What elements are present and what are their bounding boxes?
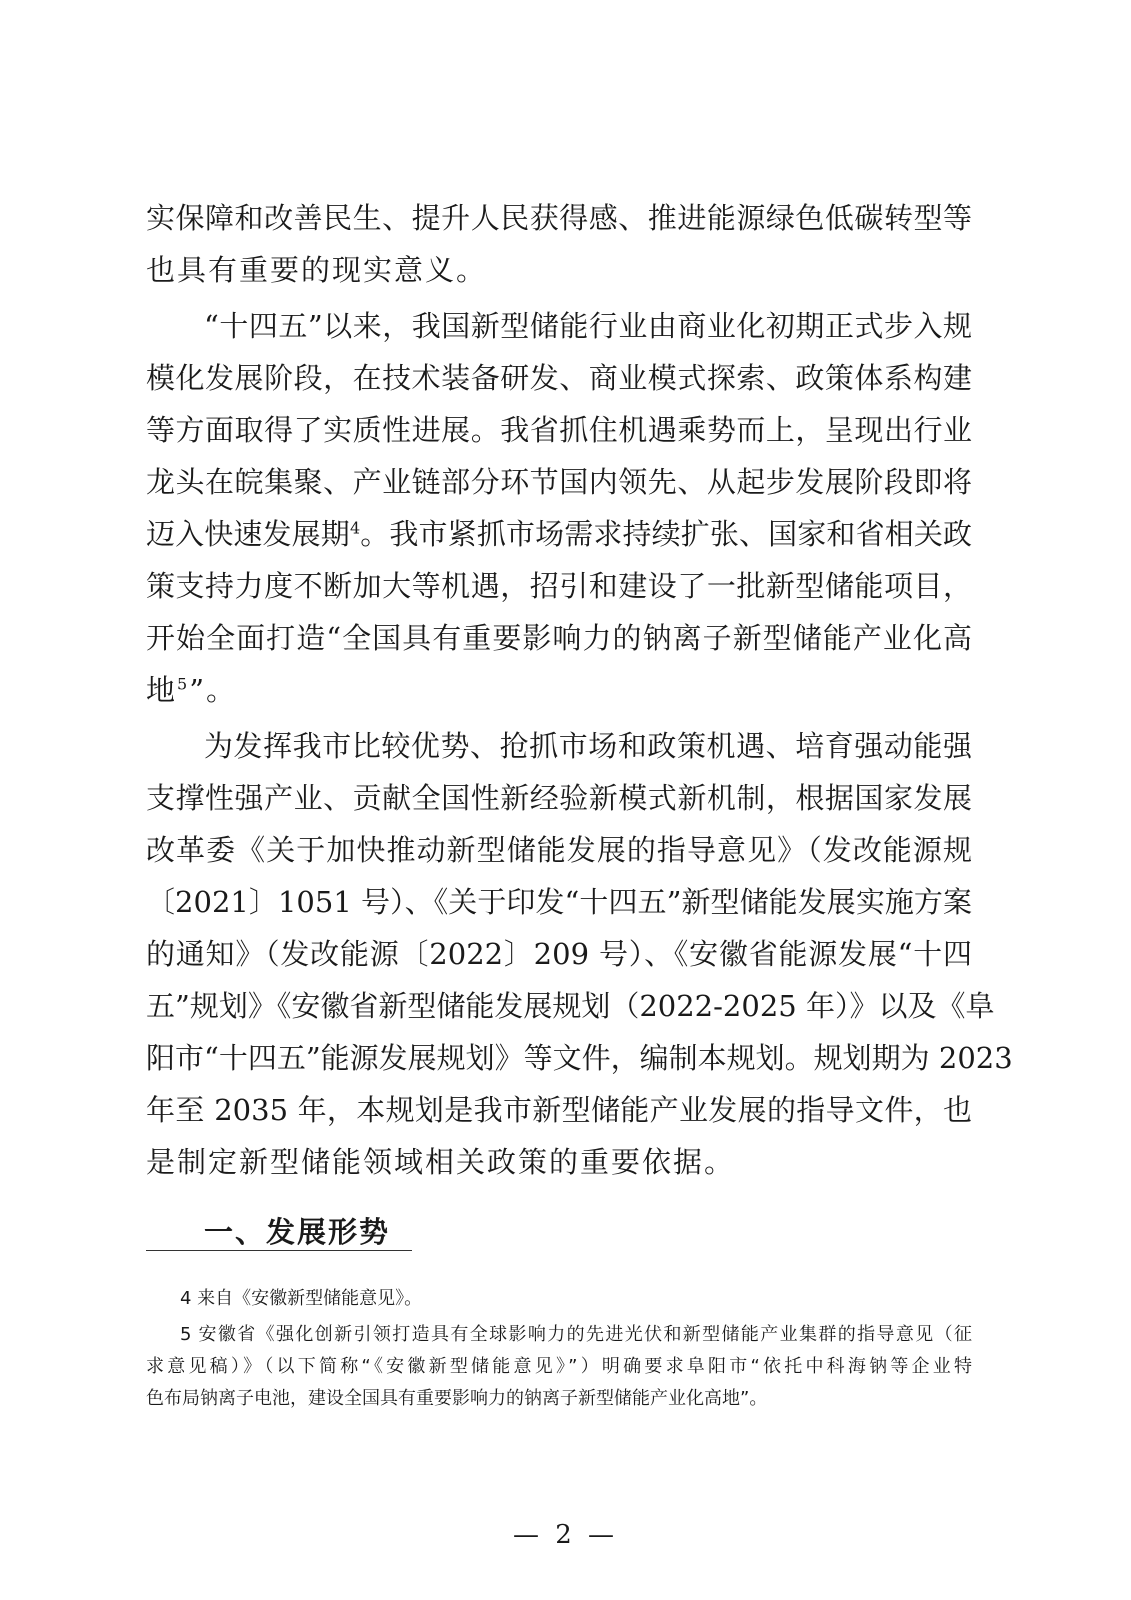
paragraph-2-line-6: 策支持力度不断加大等机遇，招引和建设了一批新型储能项目，: [146, 569, 972, 603]
text-segment: 地: [146, 673, 178, 707]
paragraph-1-line-2: 也具有重要的现实意义。: [146, 253, 488, 287]
text-segment: 。我市紧抓市场需求持续扩张、国家和省相关政: [360, 517, 972, 551]
paragraph-2-line-3: 等方面取得了实质性进展。我省抓住机遇乘势而上，呈现出行业: [146, 413, 972, 447]
paragraph-3-line-6: 五”规划》《安徽省新型储能发展规划（2022-2025 年）》以及《阜: [146, 989, 995, 1023]
section-heading: 一、发展形势: [204, 1215, 391, 1249]
footnote-5-line-1: 5 安徽省《强化创新引领打造具有全球影响力的先进光伏和新型储能产业集群的指导意见（征: [180, 1324, 972, 1345]
paragraph-3-line-4: 〔2021〕1051 号）、《关于印发“十四五”新型储能发展实施方案: [146, 885, 972, 919]
paragraph-3-line-3: 改革委《关于加快推动新型储能发展的指导意见》（发改能源规: [146, 833, 972, 867]
footnote-5-line-3: 色布局钠离子电池，建设全国具有重要影响力的钠离子新型储能产业化高地”。: [146, 1388, 768, 1409]
paragraph-2-line-4: 龙头在皖集聚、产业链部分环节国内领先、从起步发展阶段即将: [146, 465, 972, 499]
paragraph-3-line-9: 是制定新型储能领域相关政策的重要依据。: [146, 1145, 736, 1179]
text-segment: ”。: [189, 673, 238, 707]
paragraph-2-line-1: “十四五”以来，我国新型储能行业由商业化初期正式步入规: [204, 309, 972, 343]
footnote-ref-5[interactable]: 5: [177, 674, 190, 694]
footnote-5-line-2: 求意见稿）》（以下简称“《安徽新型储能意见》”）明确要求阜阳市“依托中科海钠等企业特: [146, 1356, 972, 1377]
paragraph-2-line-8: [146, 670, 972, 710]
footnote-separator: [146, 1250, 412, 1251]
footnote-4: 4 来自《安徽新型储能意见》。: [180, 1288, 423, 1309]
text-segment: 迈入快速发展期: [146, 517, 350, 551]
paragraph-3-line-2: 支撑性强产业、贡献全国性新经验新模式新机制，根据国家发展: [146, 781, 972, 815]
paragraph-1-line-1: 实保障和改善民生、提升人民获得感、推进能源绿色低碳转型等: [146, 201, 972, 235]
paragraph-3-line-5: 的通知》（发改能源〔2022〕209 号）、《安徽省能源发展“十四: [146, 937, 972, 971]
paragraph-3-line-8: 年至 2035 年，本规划是我市新型储能产业发展的指导文件，也: [146, 1093, 972, 1127]
paragraph-2-line-2: 模化发展阶段，在技术装备研发、商业模式探索、政策体系构建: [146, 361, 972, 395]
paragraph-2-line-7: 开始全面打造“全国具有重要影响力的钠离子新型储能产业化高: [146, 621, 972, 655]
paragraph-2-line-5: [146, 514, 972, 554]
paragraph-3-line-1: 为发挥我市比较优势、抢抓市场和政策机遇、培育强动能强: [204, 729, 972, 763]
paragraph-3-line-7: 阳市“十四五”能源发展规划》等文件，编制本规划。规划期为 2023: [146, 1041, 1013, 1075]
footnote-ref-4[interactable]: 4: [349, 518, 361, 538]
page-number: — 2 —: [512, 1520, 619, 1550]
